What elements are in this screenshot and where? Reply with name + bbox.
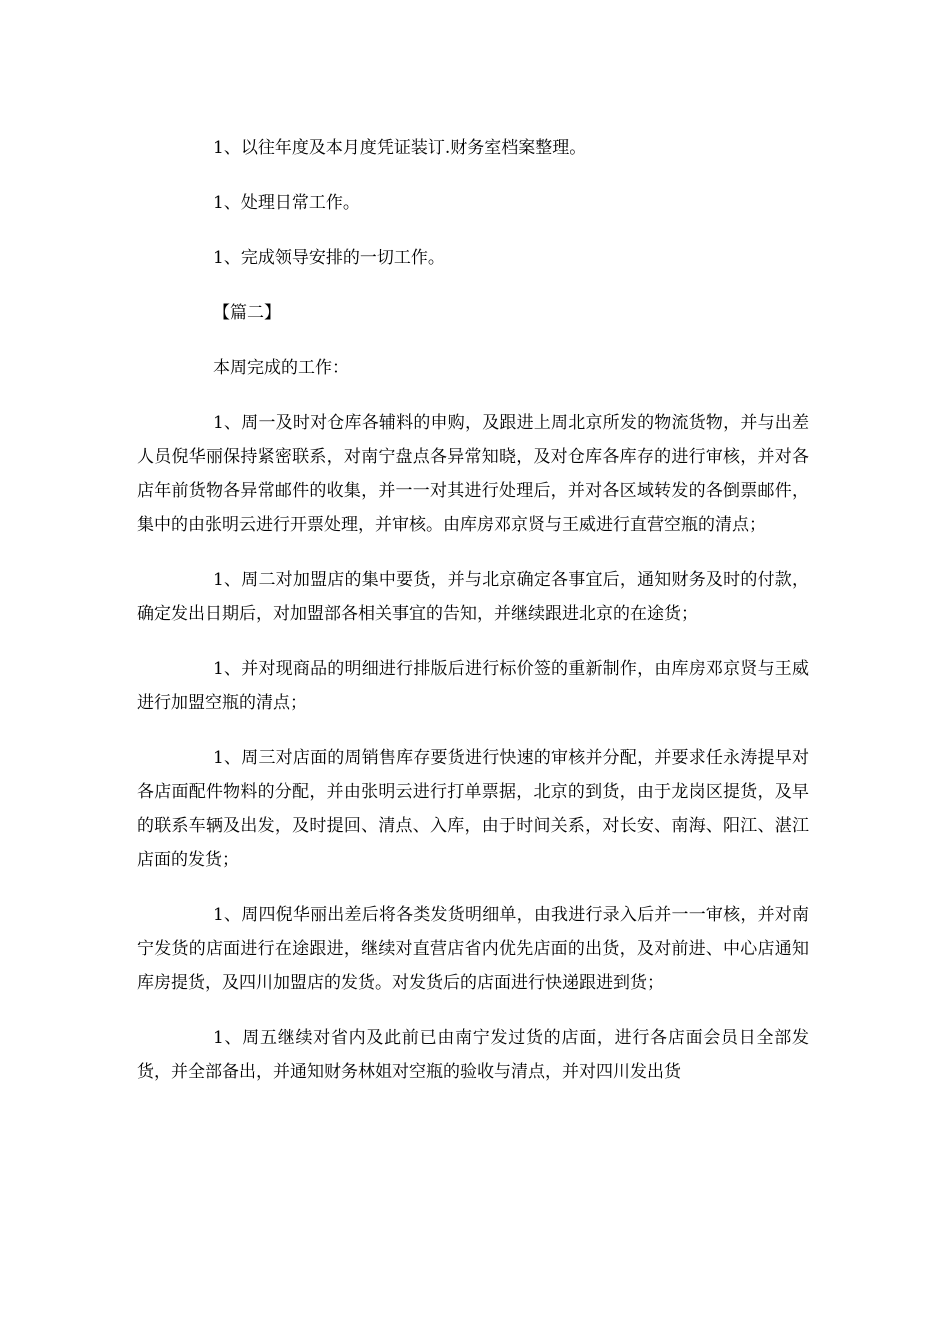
paragraph-friday: 1、周五继续对省内及此前已由南宁发过货的店面，进行各店面会员日全部发货，并全部备出，并通知财务林姐对空瓶的验收与清点，并对四川发出货: [137, 1028, 809, 1082]
paragraph-archive: 1、以往年度及本月度凭证装订.财务室档案整理。: [213, 138, 587, 158]
document-body: [137, 131, 809, 1089]
paragraph-price-labels: 1、并对现商品的明细进行排版后进行标价签的重新制作，由库房邓京贤与王威进行加盟空瓶的清点；: [137, 659, 809, 713]
paragraph-thursday: 1、周四倪华丽出差后将各类发货明细单，由我进行录入后并一一审核，并对南宁发货的店面进行在途跟进，继续对直营店省内优先店面的出货，及对前进、中心店通知库房提货，及四川加盟店的发货。对发货后的店面进行快递跟进到货；: [137, 905, 809, 993]
paragraph-daily-work: 1、处理日常工作。: [213, 193, 360, 213]
paragraph-tuesday: 1、周二对加盟店的集中要货，并与北京确定各事宜后，通知财务及时的付款，确定发出日期后，对加盟部各相关事宜的告知，并继续跟进北京的在途货；: [137, 570, 809, 624]
section-heading: 【篇二】: [213, 303, 281, 323]
paragraph-leader-tasks: 1、完成领导安排的一切工作。: [213, 248, 445, 268]
paragraph-wednesday: 1、周三对店面的周销售库存要货进行快速的审核并分配，并要求任永涛提早对各店面配件物料的分配，并由张明云进行打单票据，北京的到货，由于龙岗区提货，及早的联系车辆及出发，及时提回、清点、入库，由于时间关系，对长安、南海、阳江、湛江店面的发货；: [137, 748, 809, 870]
paragraph-week-summary: 本周完成的工作：: [213, 358, 349, 378]
paragraph-monday: 1、周一及时对仓库各辅料的申购，及跟进上周北京所发的物流货物，并与出差人员倪华丽保持紧密联系，对南宁盘点各异常知晓，及对仓库各库存的进行审核，并对各店年前货物各异常邮件的收集，并一一对其进行处理后，并对各区域转发的各倒票邮件，集中的由张明云进行开票处理，并审核。由库房邓京贤与王威进行直营空瓶的清点；: [137, 413, 809, 535]
